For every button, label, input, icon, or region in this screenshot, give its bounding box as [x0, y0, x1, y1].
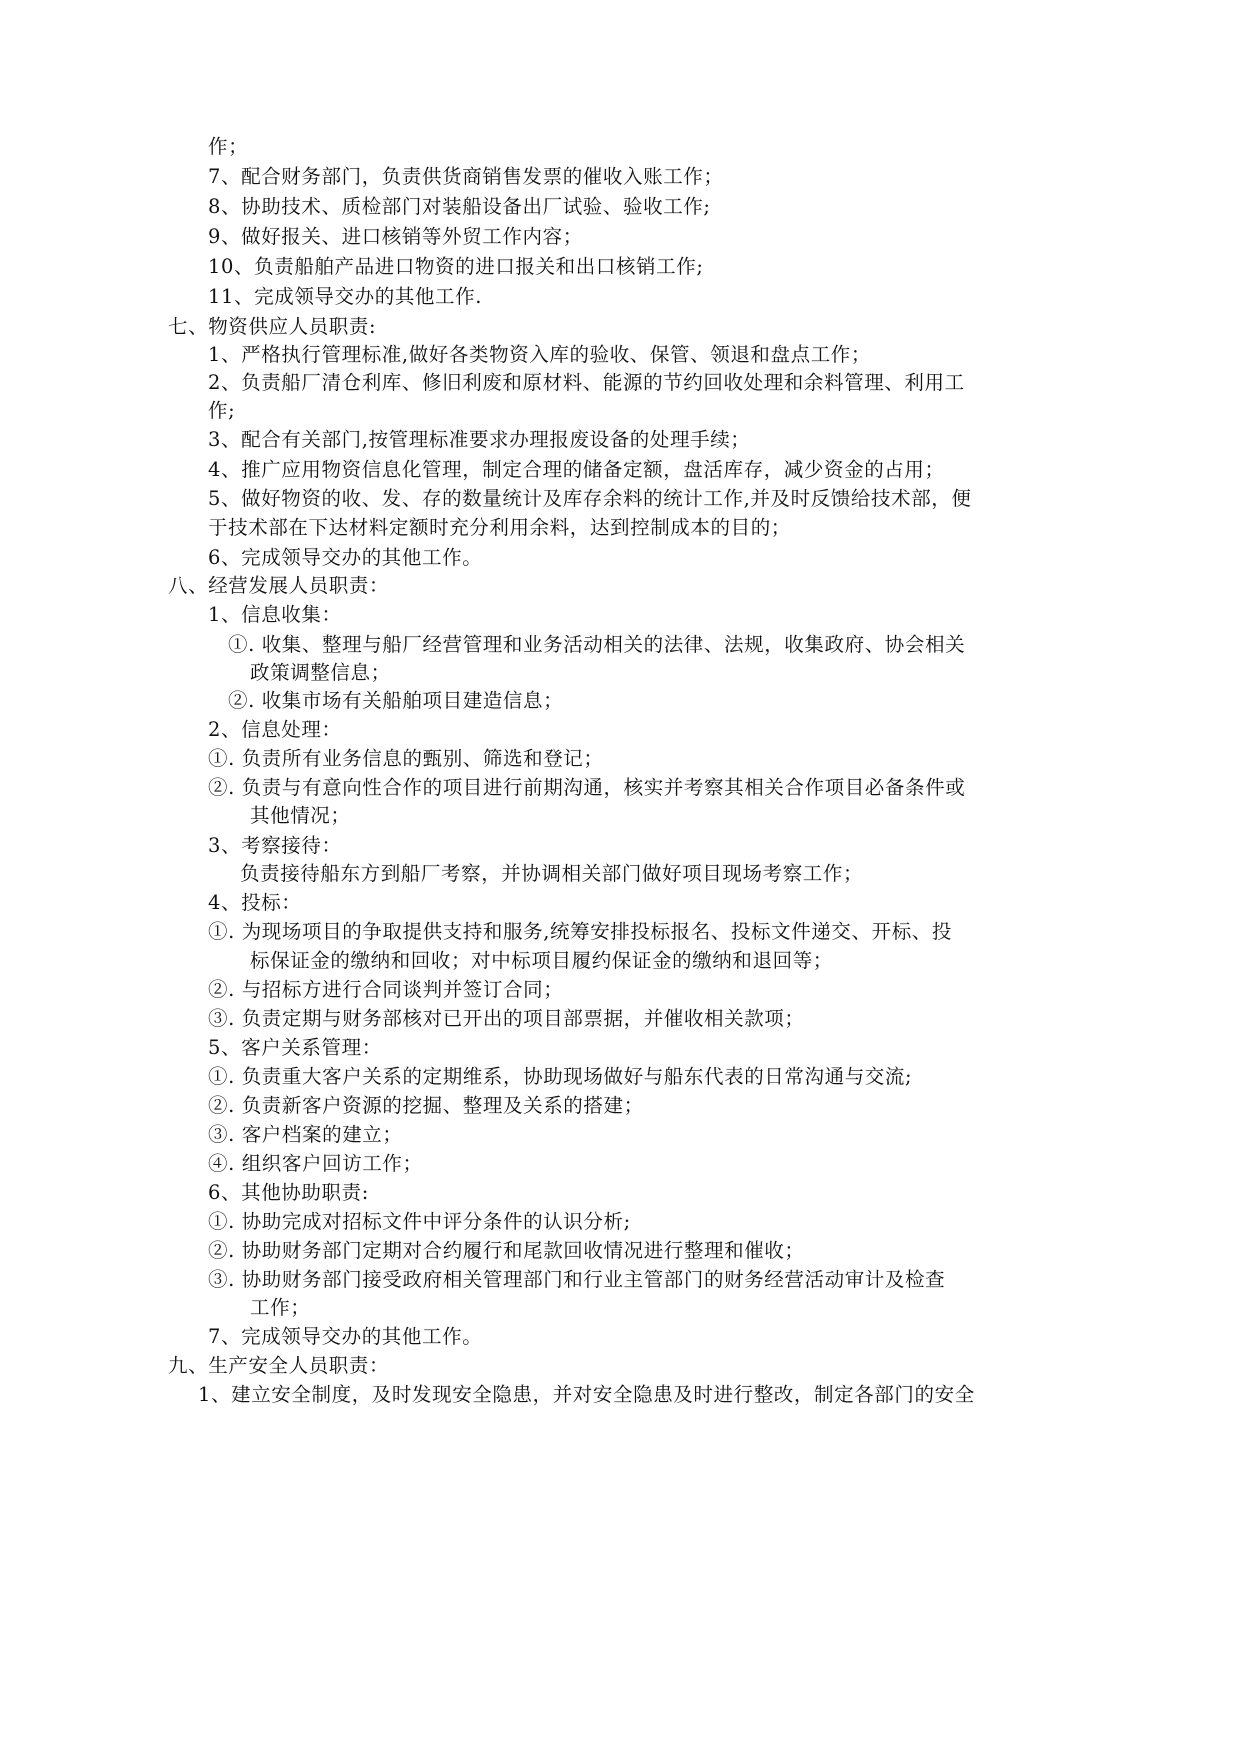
text-line: 1、信息收集： [208, 603, 342, 626]
text-line: 政策调整信息； [250, 661, 391, 684]
text-line: ②. 协助财务部门定期对合约履行和尾款回收情况进行整理和催收； [208, 1239, 805, 1262]
text-line: 5、客户关系管理： [208, 1036, 382, 1059]
text-line: 5、做好物资的收、发、存的数量统计及库存余料的统计工作,并及时反馈给技术部，便 [208, 487, 972, 510]
text-line: ①. 协助完成对招标文件中评分条件的认识分析; [208, 1210, 631, 1233]
text-line: ②. 收集市场有关船舶项目建造信息； [228, 689, 564, 712]
text-line: 8、协助技术、质检部门对装船设备出厂试验、验收工作; [208, 195, 711, 218]
text-line: ③. 协助财务部门接受政府相关管理部门和行业主管部门的财务经营活动审计及检查 [208, 1268, 946, 1291]
text-line: ①. 收集、整理与船厂经营管理和业务活动相关的法律、法规，收集政府、协会相关 [228, 633, 966, 656]
text-line: 10、负责船舶产品进口物资的进口报关和出口核销工作; [208, 255, 704, 278]
text-line: 7、配合财务部门，负责供货商销售发票的催收入账工作； [208, 165, 724, 188]
text-line: 工作； [250, 1296, 311, 1319]
section-heading: 七、物资供应人员职责: [168, 315, 377, 338]
text-line: ①. 负责重大客户关系的定期维系，协助现场做好与船东代表的日常沟通与交流; [208, 1065, 913, 1088]
section-heading: 八、经营发展人员职责： [168, 574, 390, 597]
text-line: ③. 负责定期与财务部核对已开出的项目部票据，并催收相关款项； [208, 1007, 805, 1030]
text-line: 标保证金的缴纳和回收；对中标项目履约保证金的缴纳和退回等； [250, 949, 833, 972]
text-line: 4、投标： [208, 891, 302, 914]
text-line: 1、严格执行管理标准,做好各类物资入库的验收、保管、领退和盘点工作； [208, 343, 872, 366]
text-line: 2、负责船厂清仓利库、修旧利废和原材料、能源的节约回收处理和余料管理、利用工 [208, 371, 965, 394]
text-line: ②. 与招标方进行合同谈判并签订合同； [208, 978, 564, 1001]
text-line: 负责接待船东方到船厂考察，并协调相关部门做好项目现场考察工作； [240, 862, 864, 885]
text-line: 6、其他协助职责: [208, 1181, 369, 1204]
text-line: 作； [208, 135, 249, 158]
text-line: ④. 组织客户回访工作； [208, 1152, 423, 1175]
text-line: 4、推广应用物资信息化管理，制定合理的储备定额，盘活库存，减少资金的占用； [208, 458, 945, 481]
text-line: 3、配合有关部门,按管理标准要求办理报废设备的处理手续； [208, 428, 751, 451]
text-line: ③. 客户档案的建立； [208, 1123, 403, 1146]
text-line: 7、完成领导交办的其他工作。 [208, 1325, 483, 1348]
text-line: 作; [208, 399, 236, 422]
text-line: 9、做好报关、进口核销等外贸工作内容； [208, 225, 583, 248]
text-line: ①. 负责所有业务信息的甄别、筛选和登记； [208, 747, 604, 770]
text-line: ②. 负责与有意向性合作的项目进行前期沟通，核实并考察其相关合作项目必备条件或 [208, 776, 966, 799]
text-line: ①. 为现场项目的争取提供支持和服务,统筹安排投标报名、投标文件递交、开标、投 [208, 920, 952, 943]
text-line: 1、建立安全制度，及时发现安全隐患，并对安全隐患及时进行整改，制定各部门的安全 [198, 1383, 975, 1406]
text-line: 2、信息处理： [208, 718, 342, 741]
text-line: 6、完成领导交办的其他工作。 [208, 546, 483, 569]
text-line: ②. 负责新客户资源的挖掘、整理及关系的搭建； [208, 1094, 644, 1117]
text-line: 其他情况； [250, 804, 351, 827]
text-line: 3、考察接待： [208, 834, 342, 857]
text-line: 于技术部在下达材料定额时充分利用余料，达到控制成本的目的； [208, 516, 791, 539]
section-heading: 九、生产安全人员职责： [168, 1354, 390, 1377]
text-line: 11、完成领导交办的其他工作. [208, 285, 483, 308]
